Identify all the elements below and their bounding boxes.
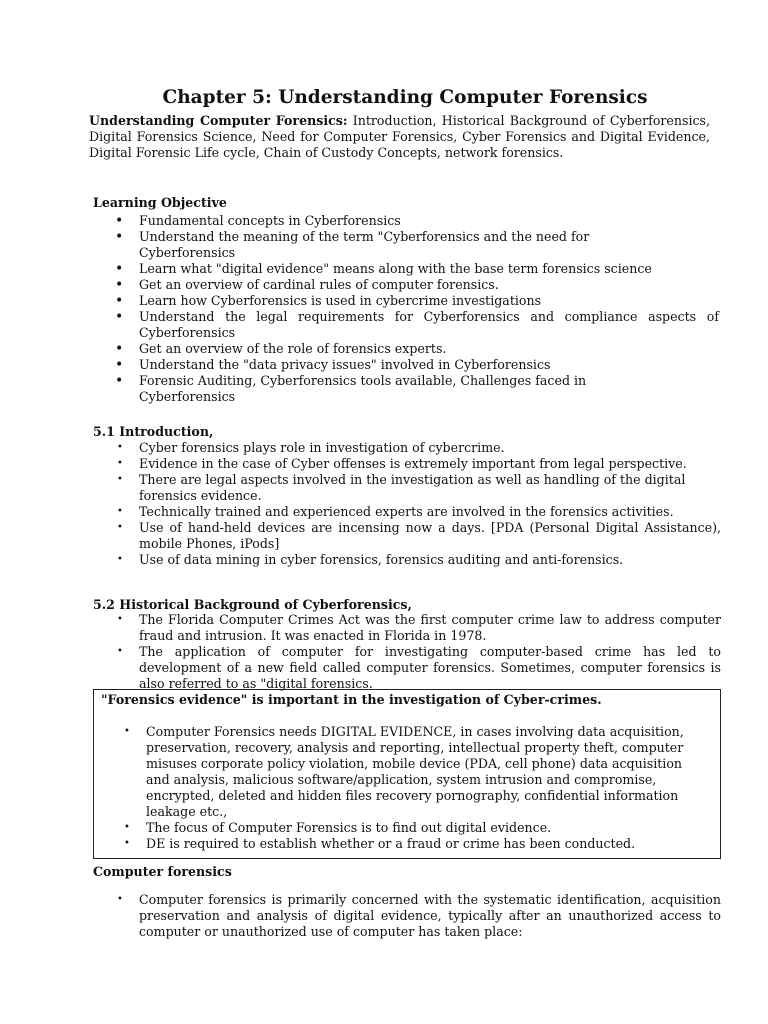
computer-forensics-heading: Computer forensics [93, 864, 232, 879]
list-item: • Use of hand-held devices are incensing now a days. [PDA (Personal Digital Assistance), mobile Phones, iPods] [139, 520, 721, 552]
list-item: • Learn what "digital evidence" means along with the base term forensics science [139, 261, 719, 277]
list-item: • The focus of Computer Forensics is to find out digital evidence. [146, 820, 706, 836]
list-item: • Get an overview of the role of forensics experts. [139, 341, 719, 357]
list-item: • Computer forensics is primarily concerned with the systematic identification, acquisition preservation and analysis of digital evidence, typically after an unauthorized access to computer or unauthorized use of computer has taken place: [139, 892, 721, 940]
list-item: • Cyber forensics plays role in investigation of cybercrime. [139, 440, 721, 456]
evidence-box [93, 689, 721, 859]
computer-forensics-list [139, 892, 721, 940]
historical-heading: 5.2 Historical Background of Cyberforensics, [93, 597, 412, 612]
list-item: • The application of computer for investigating computer-based crime has led to development of a new field called computer forensics. Sometimes, computer forensics is also referred to as "digital forensics. [139, 644, 721, 692]
list-item: • Understand the "data privacy issues" involved in Cyberforensics [139, 357, 719, 373]
evidence-box-title: "Forensics evidence" is important in the investigation of Cyber-crimes. [101, 692, 602, 707]
list-item: • DE is required to establish whether or a fraud or crime has been conducted. [146, 836, 706, 852]
introduction-heading: 5.1 Introduction, [93, 424, 214, 439]
list-item: • Technically trained and experienced experts are involved in the forensics activities. [139, 504, 721, 520]
list-item: • Understand the meaning of the term "Cyberforensics and the need for Cyberforensics [139, 229, 609, 261]
learning-objective-heading: Learning Objective [93, 195, 227, 210]
historical-list [139, 612, 721, 692]
intro-lead: Understanding Computer Forensics: [89, 113, 348, 128]
chapter-title: Chapter 5: Understanding Computer Forensics [162, 87, 648, 108]
intro-text: Introduction, Historical Background of Cyberforensics, Digital Forensics Science, Need for Computer Forensics, Cyber Forensics and Digital Evidence, Digital Forensic Life cycle, Chain of Custody Concepts, network forensics. [89, 113, 710, 160]
learning-objective-list [139, 213, 719, 405]
list-item: • Evidence in the case of Cyber offenses is extremely important from legal perspective. [139, 456, 721, 472]
list-item: • Computer Forensics needs DIGITAL EVIDENCE, in cases involving data acquisition, preservation, recovery, analysis and reporting, intellectual property theft, computer misuses corporate policy violation, mobile device (PDA, cell phone) data acquisition and analysis, malicious software/application, system intrusion and compromise, encrypted, deleted and hidden files recovery pornography, confidential information leakage etc., [146, 724, 706, 820]
list-item: • Use of data mining in cyber forensics, forensics auditing and anti-forensics. [139, 552, 721, 568]
introduction-list [139, 440, 721, 568]
chapter-intro [89, 113, 710, 161]
evidence-box-list [146, 724, 706, 852]
list-item: • There are legal aspects involved in the investigation as well as handling of the digital forensics evidence. [139, 472, 721, 504]
list-item: • Forensic Auditing, Cyberforensics tools available, Challenges faced in Cyberforensics [139, 373, 629, 405]
list-item: • Fundamental concepts in Cyberforensics [139, 213, 719, 229]
list-item: • The Florida Computer Crimes Act was the first computer crime law to address computer fraud and intrusion. It was enacted in Florida in 1978. [139, 612, 721, 644]
list-item: • Learn how Cyberforensics is used in cybercrime investigations [139, 293, 719, 309]
list-item: • Get an overview of cardinal rules of computer forensics. [139, 277, 719, 293]
list-item: • Understand the legal requirements for Cyberforensics and compliance aspects of Cyberforensics [139, 309, 719, 341]
